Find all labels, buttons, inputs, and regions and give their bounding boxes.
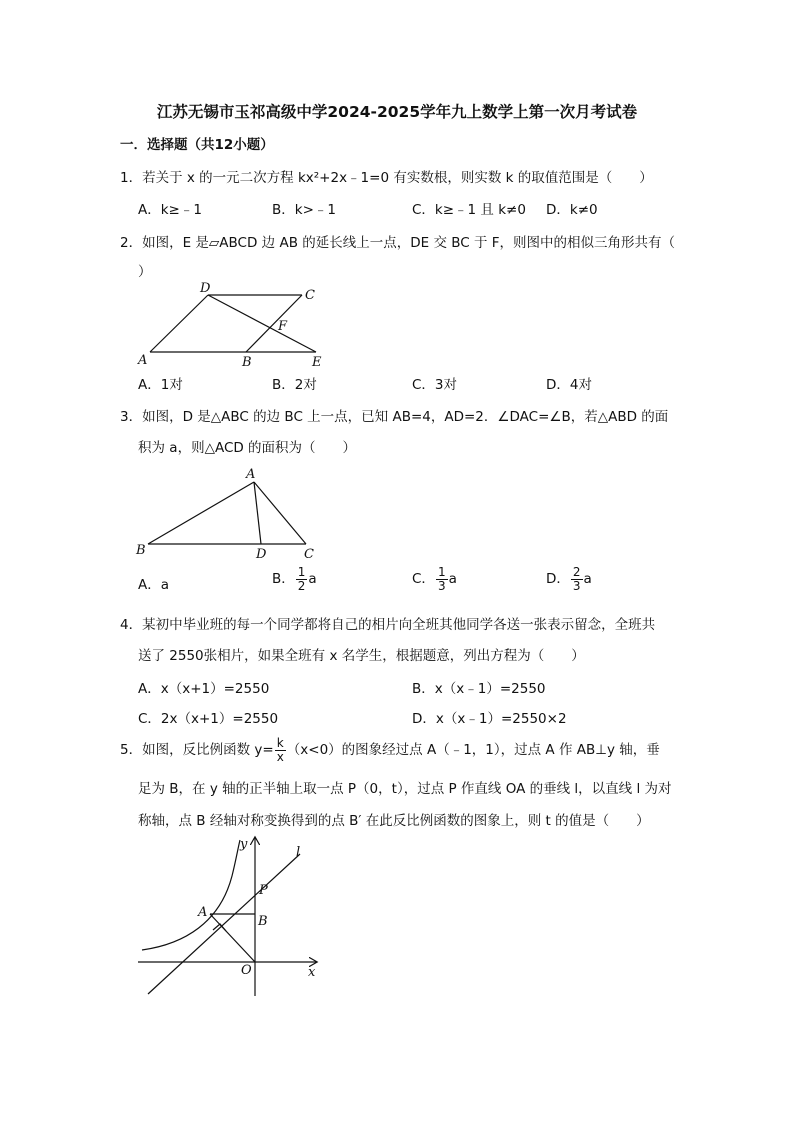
label-c: C <box>304 547 314 560</box>
page-title: 江苏无锡市玉祁高级中学2024-2025学年九上数学上第一次月考试卷 <box>156 103 638 121</box>
question-4-option-a: A．x（x+1）=2550 <box>138 681 270 697</box>
label-d: D <box>200 281 211 296</box>
question-4-option-c: C．2x（x+1）=2550 <box>138 711 279 727</box>
label-b: B <box>258 914 268 929</box>
label-p: P <box>259 883 268 898</box>
label-a: A <box>246 467 256 482</box>
question-1-option-a: A．k≥﹣1 <box>138 202 202 218</box>
question-4-text-line2: 送了 2550张相片，如果全班有 x 名学生，根据题意，列出方程为（ ） <box>138 648 585 664</box>
question-3-text-line2: 积为 a，则△ACD 的面积为（ ） <box>138 440 357 456</box>
segment-ao <box>210 914 255 962</box>
triangle-side-ac <box>254 482 306 544</box>
question-3-option-a: A．a <box>138 577 170 593</box>
question-3-option-d: D． $\frac{2}{3}$ a <box>546 565 592 593</box>
segment-de <box>208 295 316 352</box>
question-2-option-b: B．2对 <box>272 377 317 393</box>
line-l <box>148 854 300 994</box>
label-c: C <box>305 288 315 303</box>
question-1-option-d: D．k≠0 <box>546 202 598 218</box>
question-3-option-b: B． $\frac{1}{2}$ a <box>272 565 317 593</box>
parallelogram-side-ad <box>150 295 208 352</box>
label-x: x <box>308 965 316 980</box>
label-e: E <box>312 355 322 370</box>
label-b: B <box>242 355 252 370</box>
question-2-option-d: D．4对 <box>546 377 592 393</box>
triangle-side-ba <box>148 482 254 544</box>
question-3-option-c: C． $\frac{1}{3}$ a <box>412 565 457 593</box>
parallelogram-side-cb <box>246 295 302 352</box>
question-2-text-line2: ） <box>138 264 152 280</box>
question-3-figure <box>130 464 330 560</box>
label-d: D <box>256 547 267 560</box>
question-4-option-b: B．x（x﹣1）=2550 <box>412 681 546 697</box>
question-1-option-c: C．k≥﹣1 且 k≠0 <box>412 202 526 218</box>
label-a: A <box>138 353 148 368</box>
question-2-figure <box>130 278 350 372</box>
segment-ad <box>254 482 261 544</box>
label-f: F <box>278 319 288 334</box>
question-5-text-line1: 5．如图，反比例函数 y= $\frac{k}{x}$ （x<0）的图象经过点 A（﹣1，1），过点 A 作 AB⊥y 轴，垂 <box>120 736 660 764</box>
question-1-text: 1．若关于 x 的一元二次方程 kx²+2x﹣1=0 有实数根，则实数 k 的取值范围是（ ） <box>120 170 653 186</box>
label-l: l <box>296 845 301 860</box>
label-a: A <box>198 905 208 920</box>
question-5-text-line2: 足为 B，在 y 轴的正半轴上取一点 P（0，t），过点 P 作直线 OA 的垂线 l，以直线 l 为对 <box>138 781 672 797</box>
hyperbola-curve <box>142 840 240 950</box>
question-4-option-d: D．x（x﹣1）=2550×2 <box>412 711 567 727</box>
section-heading: 一．选择题（共12小题） <box>120 137 274 153</box>
question-5-figure <box>130 832 330 1002</box>
label-y: y <box>240 837 248 852</box>
question-3-text-line1: 3．如图，D 是△ABC 的边 BC 上一点，已知 AB=4，AD=2．∠DAC=∠B，若△ABD 的面 <box>120 409 669 425</box>
question-2-option-a: A．1对 <box>138 377 183 393</box>
label-b: B <box>136 543 146 558</box>
question-5-text-line3: 称轴，点 B 经轴对称变换得到的点 B′ 在此反比例函数的图象上，则 t 的值是（ ） <box>138 813 650 829</box>
question-2-text-line1: 2．如图，E 是▱ABCD 边 AB 的延长线上一点，DE 交 BC 于 F，则图中的相似三角形共有（ <box>120 235 676 251</box>
question-4-text-line1: 4．某初中毕业班的每一个同学都将自己的相片向全班其他同学各送一张表示留念，全班共 <box>120 617 656 633</box>
question-2-option-c: C．3对 <box>412 377 458 393</box>
label-o: O <box>241 963 252 978</box>
question-1-option-b: B．k>﹣1 <box>272 202 336 218</box>
